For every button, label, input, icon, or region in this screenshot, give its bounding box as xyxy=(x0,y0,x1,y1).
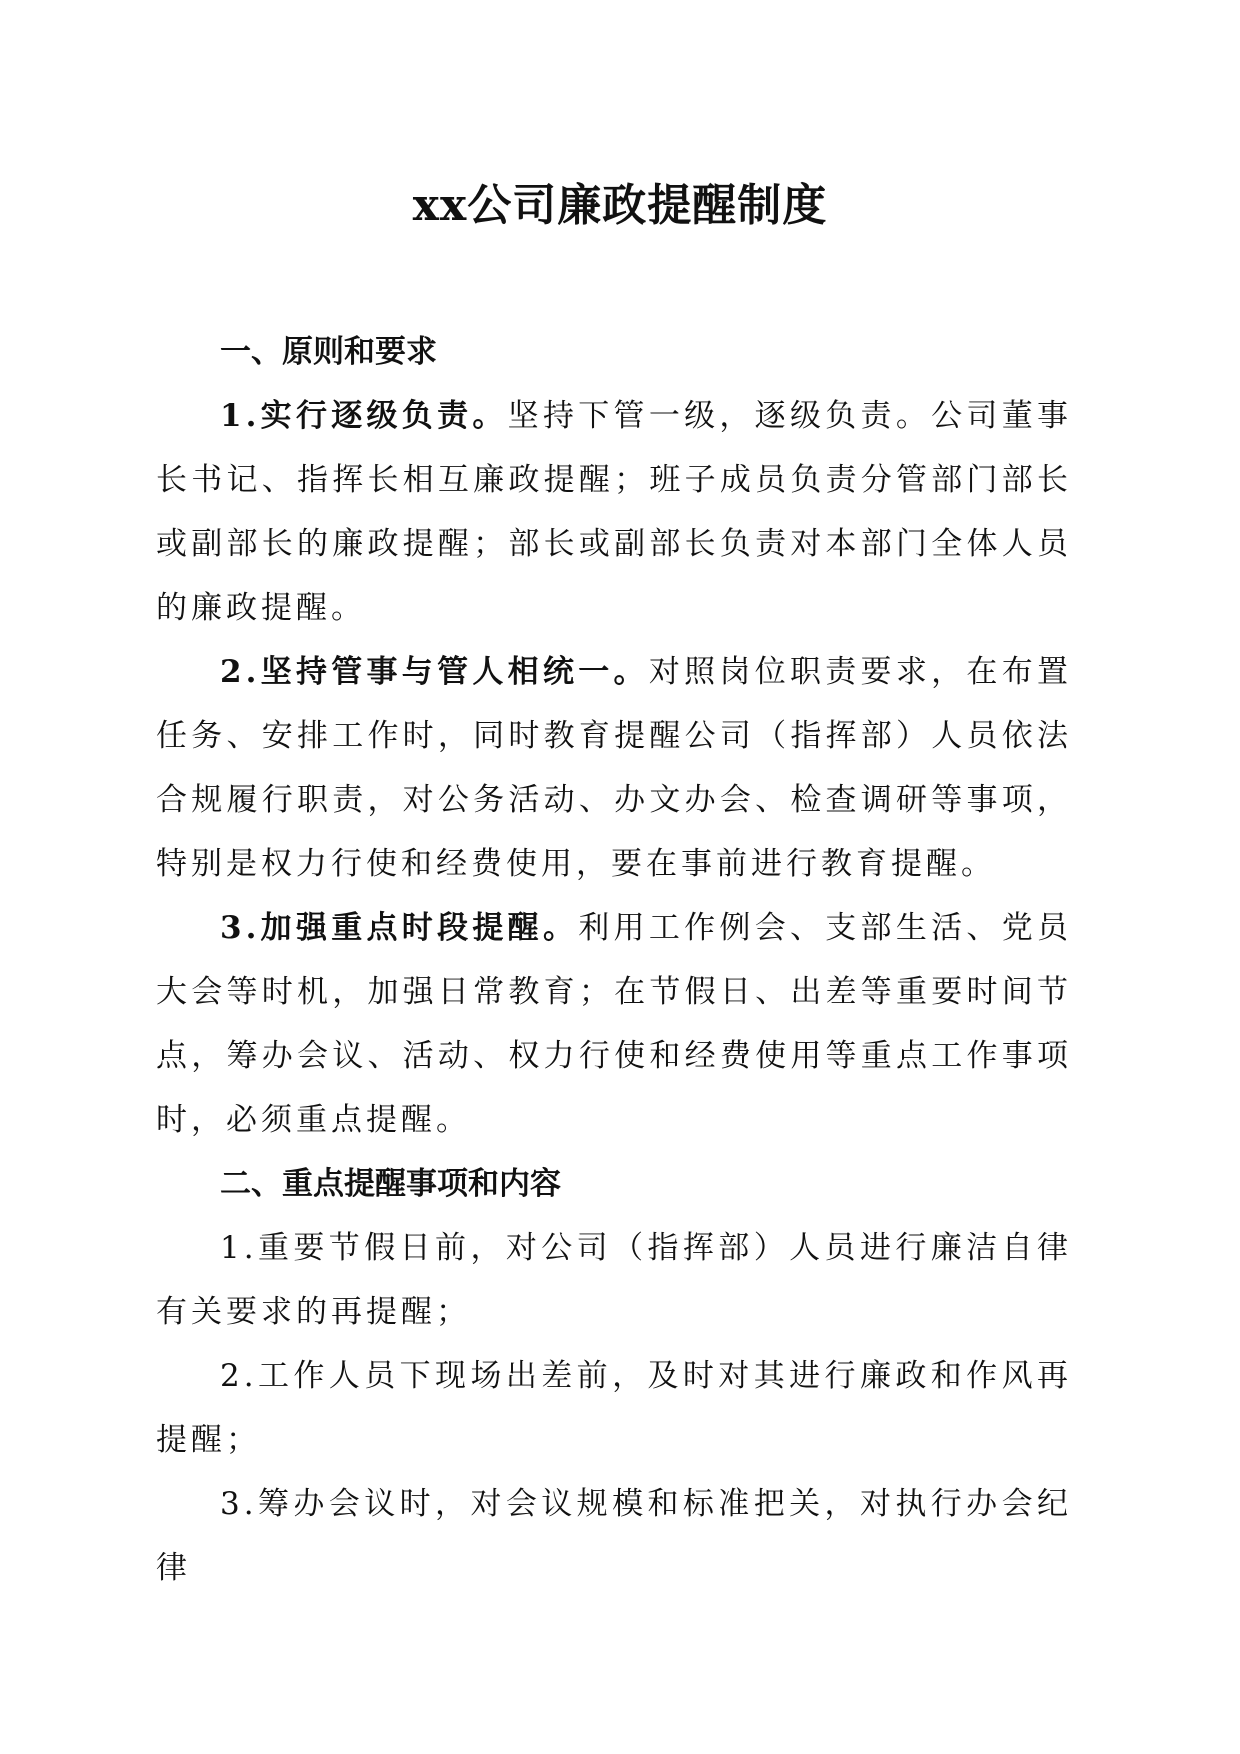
section-heading: 一、原则和要求 xyxy=(220,334,437,370)
section-heading: 二、重点提醒事项和内容 xyxy=(220,1166,561,1202)
paragraph xyxy=(156,640,1072,896)
paragraph: 1.重要节假日前，对公司（指挥部）人员进行廉洁自律有关要求的再提醒； xyxy=(156,1230,1072,1330)
paragraph xyxy=(156,384,1072,640)
paragraph-lead: 3.加强重点时段提醒。 xyxy=(220,910,579,946)
document-title: xx公司廉政提醒制度 xyxy=(412,180,828,231)
paragraph-text: 利用工作例会、支部生活、党员大会等时机，加强日常教育；在节假日、出差等重要时间节点，筹办会议、活动、权力行使和经费使用等重点工作事项时，必须重点提醒。 xyxy=(156,910,1072,1138)
document-body xyxy=(156,320,1072,1600)
paragraph: 2.工作人员下现场出差前，及时对其进行廉政和作风再提醒； xyxy=(156,1358,1072,1458)
section-key-items xyxy=(156,1152,1072,1600)
paragraph-text: 坚持下管一级，逐级负责。公司董事长书记、指挥长相互廉政提醒；班子成员负责分管部门部长或副部长的廉政提醒；部长或副部长负责对本部门全体人员的廉政提醒。 xyxy=(156,398,1072,626)
section-principles xyxy=(156,320,1072,1152)
paragraph-lead: 1.实行逐级负责。 xyxy=(220,398,508,434)
paragraph xyxy=(156,896,1072,1152)
paragraph-lead: 2.坚持管事与管人相统一。 xyxy=(220,654,649,690)
paragraph-text: 对照岗位职责要求，在布置任务、安排工作时，同时教育提醒公司（指挥部）人员依法合规履行职责，对公务活动、办文办会、检查调研等事项，特别是权力行使和经费使用，要在事前进行教育提醒。 xyxy=(156,654,1072,882)
paragraph: 3.筹办会议时，对会议规模和标准把关，对执行办会纪律 xyxy=(156,1486,1072,1586)
